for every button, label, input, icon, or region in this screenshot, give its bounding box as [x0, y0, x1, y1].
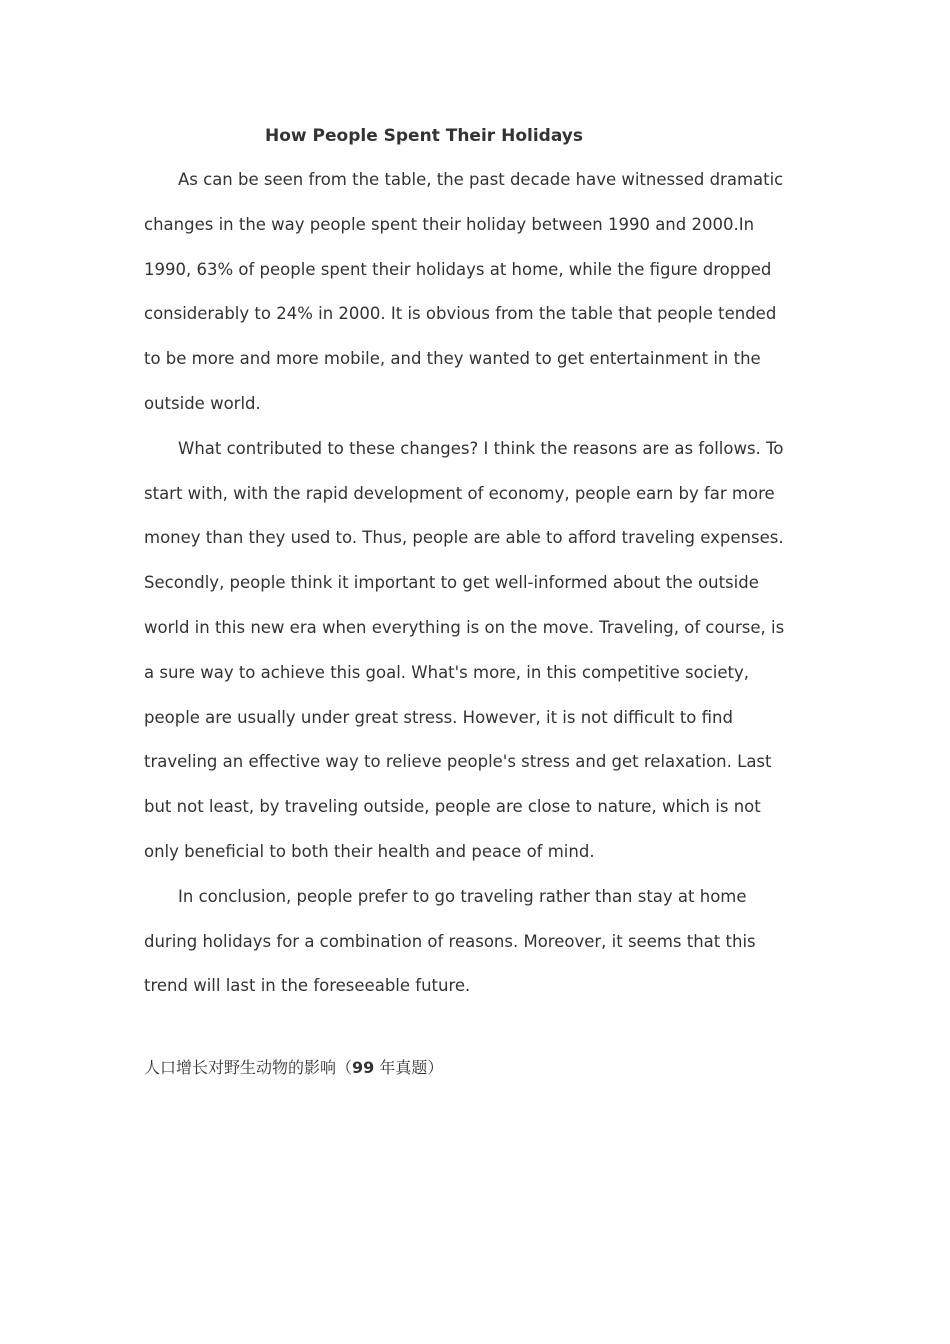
next-section-title [144, 1056, 443, 1080]
text-line: trend will last in the foreseeable future. [144, 976, 471, 996]
text-line: considerably to 24% in 2000. It is obvious from the table that people tended [144, 304, 777, 324]
text-line: In conclusion, people prefer to go traveling rather than stay at home [178, 886, 747, 906]
text-line: traveling an effective way to relieve people's stress and get relaxation. Last [144, 752, 772, 772]
paragraph-1 [144, 158, 804, 427]
text-line: Secondly, people think it important to get well-informed about the outside [144, 573, 759, 593]
text-line: only beneficial to both their health and peace of mind. [144, 841, 595, 861]
text-line: As can be seen from the table, the past decade have witnessed dramatic [178, 170, 784, 189]
paragraph-2 [144, 427, 804, 875]
text-line: changes in the way people spent their holiday between 1990 and 2000.In [144, 214, 755, 234]
essay-body [144, 158, 804, 1009]
text-line: outside world. [144, 393, 261, 413]
next-section-title-prefix: 人口增长对野生动物的影响（ [144, 1058, 353, 1077]
next-section-title-number: 99 [352, 1058, 375, 1077]
text-line: to be more and more mobile, and they wanted to get entertainment in the [144, 349, 761, 369]
text-line: world in this new era when everything is on the move. Traveling, of course, is [144, 617, 785, 637]
text-line: but not least, by traveling outside, people are close to nature, which is not [144, 797, 761, 817]
essay-title: How People Spent Their Holidays [265, 126, 583, 146]
text-line: What contributed to these changes? I think the reasons are as follows. To [178, 438, 784, 458]
text-line: a sure way to achieve this goal. What's more, in this competitive society, [144, 662, 750, 682]
text-line: 1990, 63% of people spent their holidays at home, while the figure dropped [144, 259, 772, 279]
paragraph-3 [144, 875, 804, 1009]
text-line: during holidays for a combination of reasons. Moreover, it seems that this [144, 931, 756, 951]
next-section-title-suffix: 年真题） [374, 1058, 444, 1077]
text-line: start with, with the rapid development of economy, people earn by far more [144, 483, 775, 503]
text-line: money than they used to. Thus, people are able to afford traveling expenses. [144, 528, 784, 548]
text-line: people are usually under great stress. However, it is not difficult to find [144, 707, 733, 727]
